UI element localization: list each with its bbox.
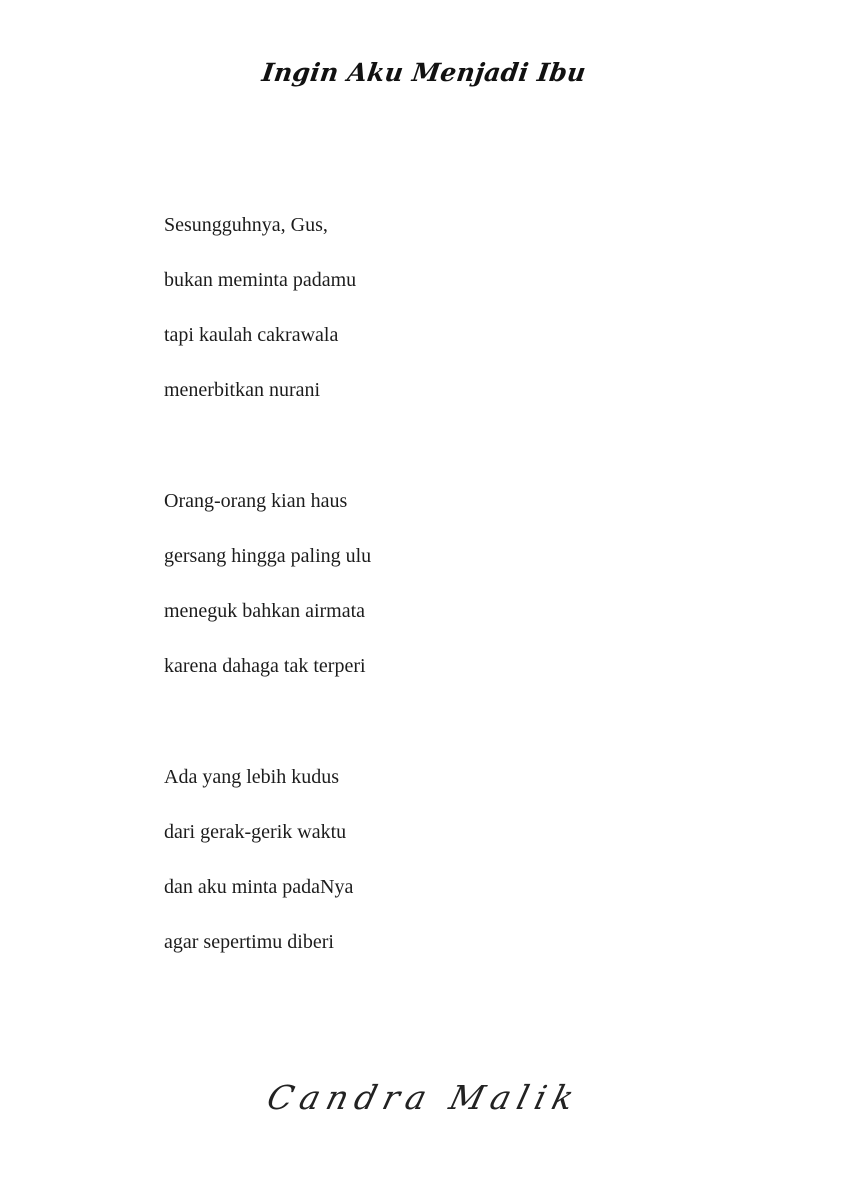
stanza-1: [164, 208, 724, 428]
stanza-2: [164, 484, 724, 704]
poem-line: menerbitkan nurani: [164, 379, 321, 401]
poem-body: [164, 208, 724, 1036]
poem-line: Sesungguhnya, Gus,: [164, 214, 328, 236]
poem-line: bukan meminta padamu: [164, 269, 357, 291]
stanza-3: [164, 760, 724, 980]
author-signature: Candra Malik: [263, 1078, 585, 1117]
poem-line: Orang-orang kian haus: [164, 490, 348, 512]
poem-line: karena dahaga tak terperi: [164, 655, 366, 677]
poem-title: Ingin Aku Menjadi Ibu: [260, 58, 588, 87]
poem-line: meneguk bahkan airmata: [164, 600, 366, 622]
poem-line: tapi kaulah cakrawala: [164, 324, 339, 346]
poem-line: agar sepertimu diberi: [164, 931, 334, 953]
poem-line: gersang hingga paling ulu: [164, 545, 372, 567]
poem-line: Ada yang lebih kudus: [164, 766, 339, 788]
poem-line: dan aku minta padaNya: [164, 876, 354, 898]
poem-line: dari gerak-gerik waktu: [164, 821, 347, 843]
